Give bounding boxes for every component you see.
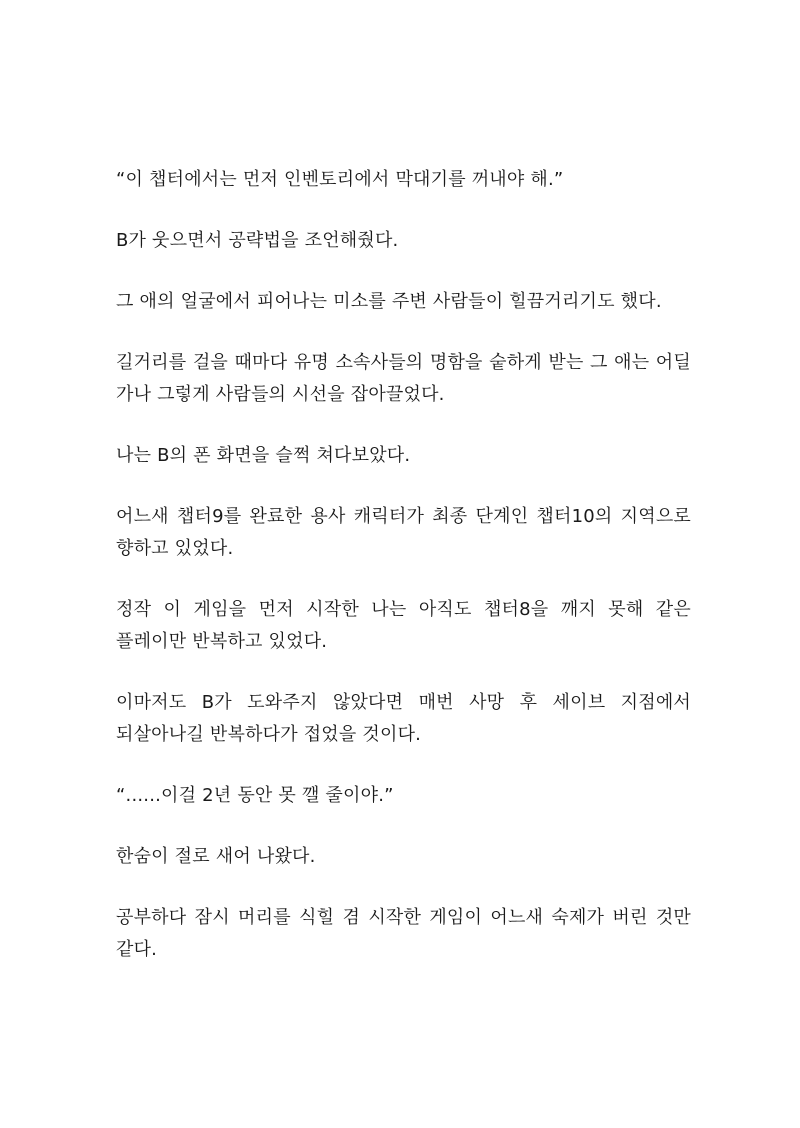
paragraph-7: 정작 이 게임을 먼저 시작한 나는 아직도 챕터8을 깨지 못해 같은 플레이만 반복하고 있었다. — [116, 599, 691, 652]
paragraph-9: “......이걸 2년 동안 못 깰 줄이야.” — [116, 785, 394, 806]
paragraph-2: B가 웃으면서 공략법을 조언해줬다. — [116, 230, 399, 251]
paragraph-8: 이마저도 B가 도와주지 않았다면 매번 사망 후 세이브 지점에서 되살아나길 반복하다가 접었을 것이다. — [116, 692, 691, 745]
paragraph-3: 그 애의 얼굴에서 피어나는 미소를 주변 사람들이 힐끔거리기도 했다. — [116, 291, 662, 312]
paragraph-5: 나는 B의 폰 화면을 슬쩍 쳐다보았다. — [116, 445, 411, 466]
paragraph-1: “이 챕터에서는 먼저 인벤토리에서 막대기를 꺼내야 해.” — [116, 169, 564, 190]
paragraph-4: 길거리를 걸을 때마다 유명 소속사들의 명함을 숱하게 받는 그 애는 어딜 가나 그렇게 사람들의 시선을 잡아끌었다. — [116, 352, 691, 405]
paragraph-10: 한숨이 절로 새어 나왔다. — [116, 846, 316, 867]
paragraph-11: 공부하다 잠시 머리를 식힐 겸 시작한 게임이 어느새 숙제가 버린 것만 같다. — [116, 907, 691, 960]
paragraph-6: 어느새 챕터9를 완료한 용사 캐릭터가 최종 단계인 챕터10의 지역으로 향하고 있었다. — [116, 506, 691, 559]
document-body — [116, 164, 691, 995]
